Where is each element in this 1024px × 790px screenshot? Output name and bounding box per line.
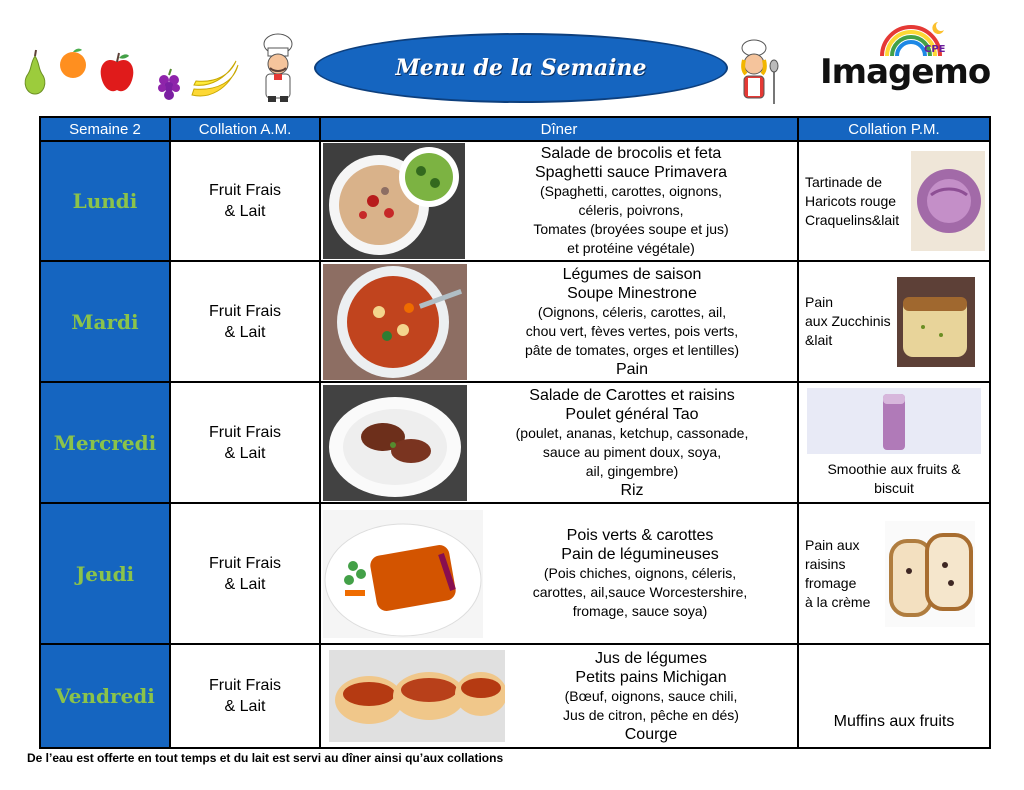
pm-line: raisins xyxy=(805,555,846,572)
table-row xyxy=(40,382,990,503)
diner-main: Pain de légumineuses xyxy=(561,546,719,563)
diner-main: Légumes de saison xyxy=(562,265,702,283)
day-label: Vendredi xyxy=(55,684,155,708)
diner-sub: (poulet, ananas, ketchup, cassonade, xyxy=(515,424,749,441)
diner-end: Pain xyxy=(615,360,649,378)
diner-main: Poulet général Tao xyxy=(565,405,699,423)
legume-loaf-photo xyxy=(323,510,483,638)
am-line: Fruit Frais xyxy=(209,182,281,199)
diner-sub: ail, gingembre) xyxy=(585,462,679,479)
menu-table xyxy=(39,116,991,749)
am-line: & Lait xyxy=(224,444,266,462)
diner-main: Spaghetti sauce Primavera xyxy=(534,164,728,181)
diner-sub: sauce au piment doux, soya, xyxy=(542,443,722,460)
col-header-diner: Dîner xyxy=(320,117,798,141)
col-header-am: Collation A.M. xyxy=(170,117,320,141)
pm-cell xyxy=(798,261,990,382)
col-header-pm: Collation P.M. xyxy=(798,117,990,141)
am-line: & Lait xyxy=(224,323,266,341)
diner-main: Pois verts & carottes xyxy=(566,527,714,544)
grapes-icon xyxy=(156,68,184,102)
diner-sub: carottes, ail,sauce Worcestershire, xyxy=(532,584,748,600)
diner-cell xyxy=(320,261,798,382)
col-header-week: Semaine 2 xyxy=(40,117,170,141)
diner-text xyxy=(465,144,797,258)
am-line: Fruit Frais xyxy=(209,677,281,694)
diner-main: Jus de légumes xyxy=(594,649,708,667)
day-cell xyxy=(40,261,170,382)
day-cell xyxy=(40,141,170,261)
diner-cell xyxy=(320,141,798,261)
diner-text xyxy=(467,265,797,379)
pm-line: Smoothie aux fruits & xyxy=(827,460,961,477)
am-cell xyxy=(170,141,320,261)
logo-sub: CPE xyxy=(924,44,946,55)
diner-sub: Jus de citron, pêche en dés) xyxy=(563,706,739,723)
spaghetti-photo xyxy=(323,143,465,259)
apple-icon xyxy=(97,50,137,96)
pm-line: Craquelins&lait xyxy=(805,211,900,228)
imagemo-logo xyxy=(820,14,991,104)
bean-spread-photo xyxy=(911,151,985,251)
diner-sub: (Pois chiches, oignons, céleris, xyxy=(543,565,737,581)
table-row xyxy=(40,644,990,748)
am-line: Fruit Frais xyxy=(209,554,281,572)
table-row xyxy=(40,503,990,644)
day-cell xyxy=(40,503,170,644)
table-row xyxy=(40,261,990,382)
pm-line: Tartinade de xyxy=(805,173,883,190)
pm-line: &lait xyxy=(805,332,833,348)
diner-cell xyxy=(320,644,798,748)
diner-sub: chou vert, fèves vertes, pois verts, xyxy=(525,322,739,339)
raisin-bread-photo xyxy=(885,521,975,627)
diner-sub: et protéine végétale) xyxy=(567,240,695,256)
day-label: Jeudi xyxy=(75,561,135,586)
day-label: Lundi xyxy=(72,189,138,213)
am-line: Fruit Frais xyxy=(209,423,281,441)
logo-text: Imagemo xyxy=(820,52,991,92)
michigan-buns-photo xyxy=(329,650,505,742)
day-label: Mardi xyxy=(71,309,139,334)
pm-cell xyxy=(798,503,990,644)
am-cell xyxy=(170,644,320,748)
pm-line: fromage xyxy=(805,574,857,591)
minestrone-photo xyxy=(323,264,467,380)
diner-main: Salade de Carottes et raisins xyxy=(529,386,735,404)
pm-line: Pain xyxy=(805,294,834,310)
title-banner xyxy=(314,33,728,103)
pm-line: Haricots rouge xyxy=(805,192,897,209)
diner-main: Petits pains Michigan xyxy=(575,668,727,686)
diner-text xyxy=(505,649,797,744)
diner-sub: (Oignons, céleris, carottes, ail, xyxy=(537,303,727,320)
am-line: & Lait xyxy=(224,203,266,220)
diner-text xyxy=(483,526,797,621)
orange-icon xyxy=(58,46,88,80)
cook-girl-icon xyxy=(730,38,786,108)
table-header-row xyxy=(40,117,990,141)
day-label: Mercredi xyxy=(53,430,157,455)
diner-sub: céleris, poivrons, xyxy=(578,202,684,218)
zucchini-bread-photo xyxy=(897,277,975,367)
diner-main: Soupe Minestrone xyxy=(567,284,697,302)
am-cell xyxy=(170,261,320,382)
am-line: Fruit Frais xyxy=(209,302,281,320)
pm-cell xyxy=(798,141,990,261)
diner-end: Riz xyxy=(620,481,644,499)
day-cell xyxy=(40,644,170,748)
pm-cell xyxy=(798,644,990,748)
am-line: & Lait xyxy=(224,698,266,715)
banana-icon xyxy=(188,55,242,101)
diner-sub: fromage, sauce soya) xyxy=(572,603,708,619)
diner-sub: (Bœuf, oignons, sauce chili, xyxy=(564,687,738,704)
diner-end: Courge xyxy=(624,725,678,743)
pm-line: Muffins aux fruits xyxy=(833,713,955,730)
diner-cell xyxy=(320,503,798,644)
pm-line: biscuit xyxy=(874,479,914,496)
am-cell xyxy=(170,503,320,644)
smoothie-photo xyxy=(807,388,981,454)
diner-main: Salade de brocolis et feta xyxy=(540,145,722,162)
page-header xyxy=(0,0,1024,112)
diner-sub: (Spaghetti, carottes, oignons, xyxy=(539,183,723,199)
am-line: & Lait xyxy=(224,575,266,593)
diner-sub: pâte de tomates, orges et lentilles) xyxy=(524,341,739,358)
pm-line: à la crème xyxy=(805,593,871,610)
am-cell xyxy=(170,382,320,503)
table-row xyxy=(40,141,990,261)
day-cell xyxy=(40,382,170,503)
diner-cell xyxy=(320,382,798,503)
diner-text xyxy=(467,386,797,500)
page-title: Menu de la Semaine xyxy=(395,55,647,81)
diner-sub: Tomates (broyées soupe et jus) xyxy=(533,221,729,237)
chef-icon xyxy=(250,32,306,104)
pm-line: Pain aux xyxy=(805,536,860,553)
pear-icon xyxy=(20,48,50,96)
pm-line: aux Zucchinis xyxy=(805,313,891,329)
general-tao-photo xyxy=(323,385,467,501)
footer-note: De l’eau est offerte en tout temps et du lait est servi au dîner ainsi qu’aux collations xyxy=(27,751,504,765)
pm-cell xyxy=(798,382,990,503)
